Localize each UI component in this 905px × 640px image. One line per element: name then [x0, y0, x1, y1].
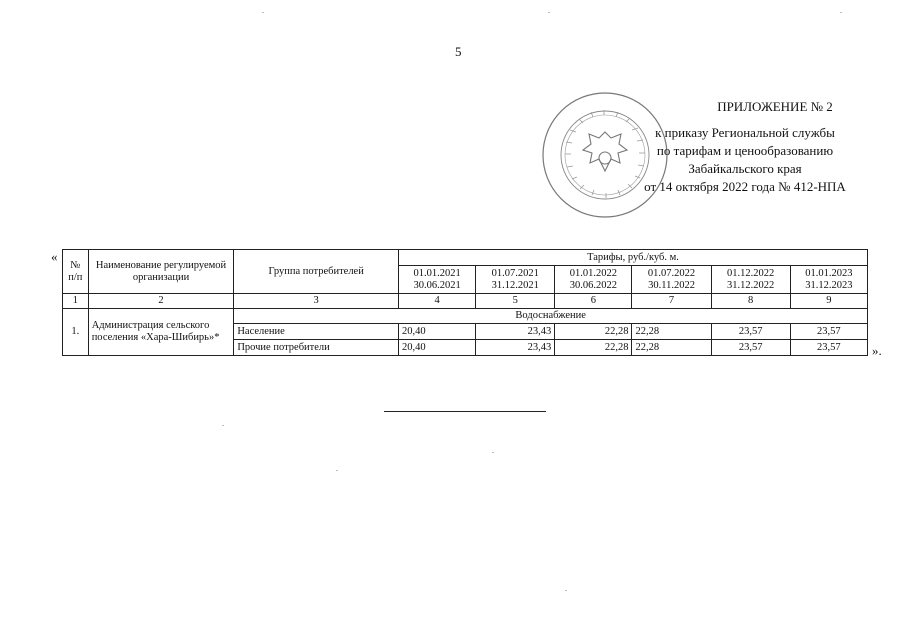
tariff-value: 23,43 — [476, 340, 555, 356]
consumer-group: Прочие потребители — [234, 340, 399, 356]
appendix-line: к приказу Региональной службы — [655, 125, 835, 140]
scan-speck — [565, 590, 567, 591]
column-number: 1 — [63, 294, 89, 309]
column-number: 8 — [711, 294, 790, 309]
period-header: 01.07.2021 31.12.2021 — [476, 266, 555, 294]
column-number: 9 — [790, 294, 867, 309]
period-header: 01.01.2022 30.06.2022 — [555, 266, 632, 294]
column-number: 2 — [88, 294, 234, 309]
tariff-value: 22,28 — [632, 324, 711, 340]
tariff-value: 22,28 — [632, 340, 711, 356]
period-header: 01.01.2023 31.12.2023 — [790, 266, 867, 294]
column-number-row — [63, 294, 868, 309]
tariff-table — [62, 249, 868, 356]
header-row-number: № п/п — [63, 250, 89, 294]
appendix-header — [600, 98, 890, 196]
closing-quote: ». — [872, 343, 882, 358]
column-number: 4 — [398, 294, 475, 309]
scan-speck — [840, 12, 842, 13]
organization-name: Администрация сельского поселения «Хара-Шибирь»* — [88, 309, 234, 356]
column-number: 5 — [476, 294, 555, 309]
column-number: 7 — [632, 294, 711, 309]
period-header: 01.12.2022 31.12.2022 — [711, 266, 790, 294]
tariff-value: 23,57 — [790, 324, 867, 340]
period-header: 01.07.2022 30.11.2022 — [632, 266, 711, 294]
consumer-group: Население — [234, 324, 399, 340]
header-consumer-group: Группа потребителей — [234, 250, 399, 294]
tariff-value: 23,57 — [711, 340, 790, 356]
page-number: 5 — [455, 44, 462, 59]
header-organization: Наименование регулируемой организации — [88, 250, 234, 294]
tariff-value: 22,28 — [555, 340, 632, 356]
scan-speck — [336, 470, 338, 471]
period-header: 01.01.2021 30.06.2021 — [398, 266, 475, 294]
tariff-value: 22,28 — [555, 324, 632, 340]
scan-speck — [548, 12, 550, 13]
row-number: 1. — [63, 309, 89, 356]
appendix-title: ПРИЛОЖЕНИЕ № 2 — [717, 99, 833, 114]
scan-speck — [492, 452, 494, 453]
tariff-value: 23,57 — [790, 340, 867, 356]
opening-quote: « — [51, 249, 58, 264]
tariff-value: 20,40 — [398, 340, 475, 356]
column-number: 6 — [555, 294, 632, 309]
column-number: 3 — [234, 294, 399, 309]
tariff-value: 23,43 — [476, 324, 555, 340]
scan-speck — [262, 12, 264, 13]
appendix-line: по тарифам и ценообразованию — [656, 143, 834, 158]
appendix-line: от 14 октября 2022 года № 412-НПА — [644, 179, 846, 194]
appendix-line: Забайкальского края — [688, 161, 802, 176]
header-tariffs: Тарифы, руб./куб. м. — [398, 250, 867, 266]
end-divider-line — [384, 411, 546, 412]
scan-speck — [222, 425, 224, 426]
tariff-value: 20,40 — [398, 324, 475, 340]
tariff-value: 23,57 — [711, 324, 790, 340]
service-name: Водоснабжение — [234, 309, 868, 324]
